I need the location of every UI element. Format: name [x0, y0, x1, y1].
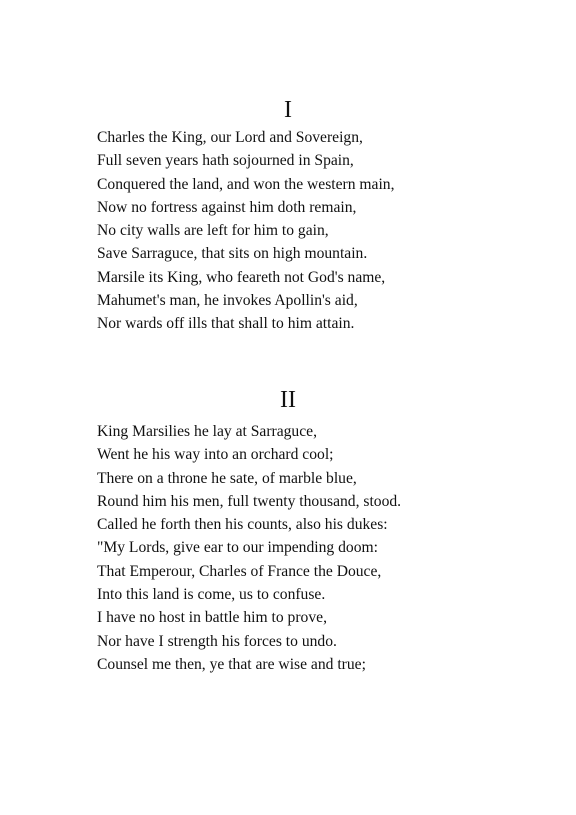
verse-line: Counsel me then, ye that are wise and true; [97, 655, 366, 673]
stanza-heading-1: I [284, 97, 292, 123]
verse-line: Save Sarraguce, that sits on high mountain. [97, 245, 368, 263]
verse-line: I have no host in battle him to prove, [97, 609, 327, 627]
verse-line: Called he forth then his counts, also his dukes: [97, 516, 388, 534]
verse-line: Full seven years hath sojourned in Spain, [97, 152, 354, 170]
verse-line: No city walls are left for him to gain, [97, 222, 329, 240]
verse-line: Went he his way into an orchard cool; [97, 446, 334, 464]
verse-line: Mahumet's man, he invokes Apollin's aid, [97, 292, 358, 310]
verse-line: Now no fortress against him doth remain, [97, 198, 357, 216]
verse-line: Nor wards off ills that shall to him attain. [97, 315, 355, 333]
verse-line: Conquered the land, and won the western main, [97, 175, 395, 193]
verse-line: King Marsilies he lay at Sarraguce, [97, 423, 317, 440]
verse-line: Marsile its King, who feareth not God's name, [97, 268, 386, 286]
verse-line: That Emperour, Charles of France the Douce, [97, 562, 382, 580]
stanza-2-verse [97, 420, 557, 676]
verse-line: Charles the King, our Lord and Sovereign, [97, 129, 363, 146]
verse-line: "My Lords, give ear to our impending doom: [97, 539, 378, 557]
verse-line: Nor have I strength his forces to undo. [97, 632, 337, 650]
verse-line: There on a throne he sate, of marble blue, [97, 469, 357, 487]
verse-line: Into this land is come, us to confuse. [97, 586, 326, 604]
stanza-heading-2: II [280, 387, 296, 413]
stanza-1-verse [97, 126, 557, 336]
verse-line: Round him his men, full twenty thousand, stood. [97, 492, 402, 510]
